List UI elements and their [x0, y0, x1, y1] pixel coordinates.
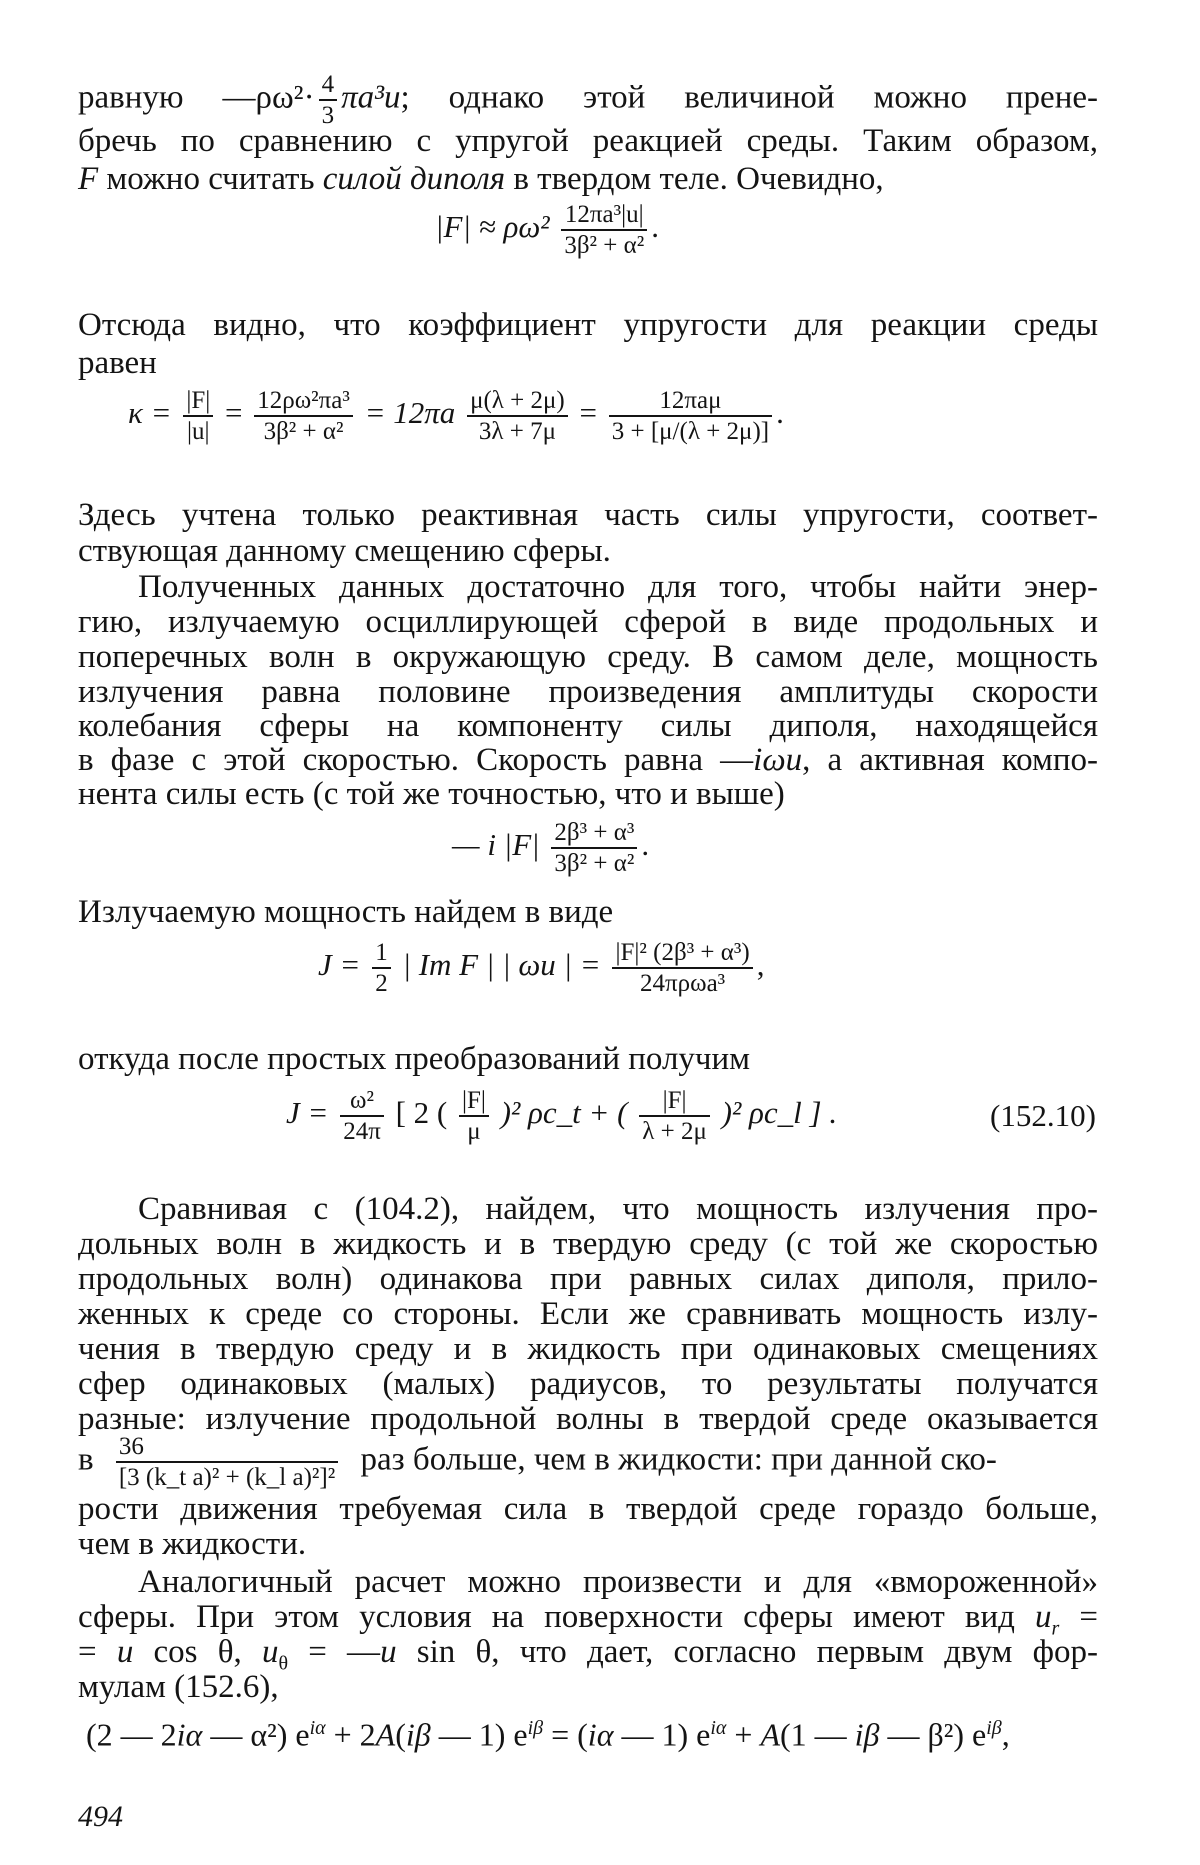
text-span: = — [288, 1634, 381, 1670]
fraction [609, 386, 772, 446]
text-span: можно считать [98, 161, 323, 197]
fraction-denominator: 2 [375, 970, 388, 997]
fraction-numerator: |F| [459, 1086, 489, 1117]
text-span: cos θ, [133, 1634, 262, 1670]
text-span: ²· [293, 79, 315, 116]
text-line [78, 160, 1098, 198]
fraction [612, 938, 752, 998]
text-span: в твердом теле. Очевидно, [505, 161, 884, 197]
math-exponent: iα [309, 1717, 326, 1739]
text-span: в фазе с этой скоростью. Скорость равна — [78, 742, 754, 778]
fraction [372, 938, 391, 998]
text-span: sin θ, что дает, согласно первым двум фор- [396, 1634, 1098, 1670]
math-term: = 12πa [364, 395, 456, 431]
text-span: , а активная компо- [802, 742, 1098, 778]
math-term: u [1035, 1599, 1052, 1635]
fraction [639, 1086, 710, 1146]
fraction [551, 818, 637, 878]
text-line: колебания сферы на компоненту силы диполя, находящейся [78, 708, 1098, 744]
punctuation: , [1001, 1716, 1010, 1753]
math-subscript: r [1051, 1617, 1060, 1640]
fraction-denominator: 3λ + 7μ [478, 418, 556, 445]
text-span: ; однако этой величиной можно прене- [400, 79, 1098, 116]
equation-number: (152.10) [990, 1098, 1096, 1133]
fraction-denominator: [3 (k_t a)² + (k_l a)²]² [118, 1464, 336, 1491]
math-term: | Im F | | ωu | = [402, 947, 601, 983]
text-line: Полученных данных достаточно для того, чтобы найти энер- [138, 569, 1098, 605]
text-line: равен [78, 345, 157, 381]
fraction-denominator: 3 + [μ/(λ + 2μ)] [611, 418, 770, 445]
math-term: iβ [405, 1716, 431, 1753]
math-term: )² ρc_t + ( [500, 1095, 628, 1131]
fraction-numerator: |F| [183, 386, 213, 417]
equation-152-10 [286, 1086, 837, 1146]
fraction [340, 1086, 384, 1146]
fraction-denominator: |u| [187, 418, 210, 445]
equals-sign: = [224, 395, 243, 431]
math-term: A [375, 1716, 396, 1753]
math-exponent: iα [710, 1717, 727, 1739]
fraction-numerator: 12ρω²πa³ [254, 386, 353, 417]
math-term: — α²) e [202, 1716, 310, 1753]
math-term: (2 — 2 [86, 1716, 177, 1753]
text-span: в [78, 1441, 94, 1478]
text-line: женных к среде со стороны. Если же сравнивать мощность излу- [78, 1296, 1098, 1332]
fraction-numerator: 4 [319, 70, 338, 101]
text-line: бречь по сравнению с упругой реакцией среды. Таким образом, [78, 123, 1098, 159]
equation-active-force [452, 818, 649, 878]
text-line: разные: излучение продольной волны в твердой среде оказывается [78, 1401, 1098, 1437]
math-term: πa³u [341, 79, 401, 116]
punctuation: . [651, 209, 659, 245]
fraction [561, 200, 647, 260]
text-line: сфер одинаковых (малых) радиусов, то результаты получатся [78, 1366, 1098, 1402]
fraction-numerator: 12πa³|u| [561, 200, 647, 231]
fraction-numerator: |F|² (2β³ + α³) [612, 938, 752, 969]
text-line: откуда после простых преобразований получим [78, 1041, 751, 1077]
page-number: 494 [78, 1800, 123, 1833]
text-line [78, 70, 1098, 130]
math-term: — 1) e [613, 1716, 711, 1753]
math-subscript: θ [278, 1652, 289, 1675]
fraction-denominator: 3β² + α² [554, 850, 635, 877]
fraction-denominator: 3β² + α² [263, 418, 344, 445]
fraction [467, 386, 568, 446]
emphasis-term: силой диполя [322, 161, 506, 197]
text-line: ствующая данному смещению сферы. [78, 533, 611, 569]
text-line: Отсюда видно, что коэффициент упругости для реакции среды [78, 307, 1098, 343]
text-line: гию, излучаемую осциллирующей сферой в виде продольных и [78, 604, 1098, 640]
math-term: iα [587, 1716, 614, 1753]
fraction-denominator: μ [467, 1118, 481, 1145]
text-line: дольных волн в жидкость и в твердую среду (с той же скоростью [78, 1226, 1098, 1262]
fraction-numerator: |F| [639, 1086, 710, 1117]
fraction-denominator: 3β² + α² [564, 232, 645, 259]
text-line: Излучаемую мощность найдем в виде [78, 894, 614, 930]
text-line: продольных волн) одинакова при равных силах диполя, прило- [78, 1261, 1098, 1297]
fraction [116, 1432, 338, 1492]
fraction [319, 70, 338, 130]
text-line: поперечных волн в окружающую среду. В самом деле, мощность [78, 639, 1098, 675]
fraction-denominator: 3 [321, 102, 335, 129]
fraction [459, 1086, 489, 1146]
text-line: чем в жидкости. [78, 1526, 307, 1562]
math-term: — β²) e [879, 1716, 987, 1753]
equation-frozen-sphere [86, 1710, 1010, 1753]
equation-elasticity-coefficient [128, 386, 784, 446]
fraction-numerator: 12πaμ [609, 386, 772, 417]
text-line: Здесь учтена только реактивная часть силы упругости, соответ- [78, 497, 1098, 533]
text-line [78, 1432, 1098, 1492]
fraction-numerator: μ(λ + 2μ) [467, 386, 568, 417]
equation-force-magnitude [435, 200, 659, 260]
math-term: F [78, 161, 99, 197]
math-term: — 1) e [430, 1716, 528, 1753]
text-span: сферы. При этом условия на поверхности сферы имеют вид [78, 1599, 1035, 1635]
math-exponent: iβ [986, 1717, 1002, 1739]
text-span: = [1059, 1599, 1098, 1635]
math-term: = ( [543, 1716, 588, 1753]
fraction-denominator: 24πρωa³ [640, 970, 726, 997]
math-term: A [760, 1716, 780, 1753]
math-term: iβ [854, 1716, 880, 1753]
fraction-numerator: ω² [340, 1086, 384, 1117]
math-term: u [116, 1634, 134, 1670]
text-line: Сравнивая с (104.2), найдем, что мощность излучения про- [138, 1191, 1098, 1227]
math-term: [ 2 ( [395, 1095, 448, 1131]
math-term: )² ρc_l ] . [721, 1095, 838, 1131]
text-line: излучения равна половине произведения амплитуды скорости [78, 674, 1098, 710]
text-line [78, 741, 1098, 779]
text-span: равную —ρω [78, 79, 294, 116]
math-term: u [380, 1634, 397, 1670]
math-term: + [726, 1716, 761, 1753]
math-term: iα [176, 1716, 203, 1753]
text-line: нента силы есть (с той же точностью, что и выше) [78, 776, 785, 812]
math-term: (1 — [780, 1716, 855, 1753]
equation-lhs: — i |F| [452, 827, 540, 863]
math-term: + 2 [325, 1716, 376, 1753]
punctuation: . [641, 827, 650, 863]
text-line: Аналогичный расчет можно произвести и для «вмороженной» [138, 1564, 1098, 1600]
equation-radiated-power [318, 938, 764, 998]
equals-sign: = [579, 395, 597, 431]
math-term: iωu [753, 742, 803, 778]
fraction [183, 386, 213, 446]
fraction-numerator: 36 [116, 1432, 338, 1463]
fraction-denominator: 24π [343, 1118, 381, 1145]
equation-lhs: |F| ≈ ρω² [435, 209, 550, 245]
fraction-denominator: λ + 2μ [642, 1118, 707, 1145]
text-span: = [78, 1634, 117, 1670]
text-line: мулам (152.6), [78, 1669, 279, 1705]
text-span: раз больше, чем в жидкости: при данной ско- [360, 1441, 997, 1478]
text-line: чения в твердую среду и в жидкость при одинаковых смещениях [78, 1331, 1098, 1367]
equation-lhs: J = [286, 1095, 329, 1131]
math-term: u [261, 1634, 279, 1670]
math-exponent: iβ [527, 1717, 544, 1739]
math-term: ( [395, 1716, 406, 1753]
fraction-numerator: 2β³ + α³ [551, 818, 637, 849]
punctuation: . [776, 395, 784, 431]
punctuation: , [756, 947, 765, 983]
fraction [254, 386, 353, 446]
text-line: рости движения требуемая сила в твердой среде гораздо больше, [78, 1491, 1098, 1527]
equation-lhs: κ = [128, 395, 172, 431]
equation-lhs: J = [318, 947, 361, 983]
fraction-numerator: 1 [372, 938, 391, 969]
